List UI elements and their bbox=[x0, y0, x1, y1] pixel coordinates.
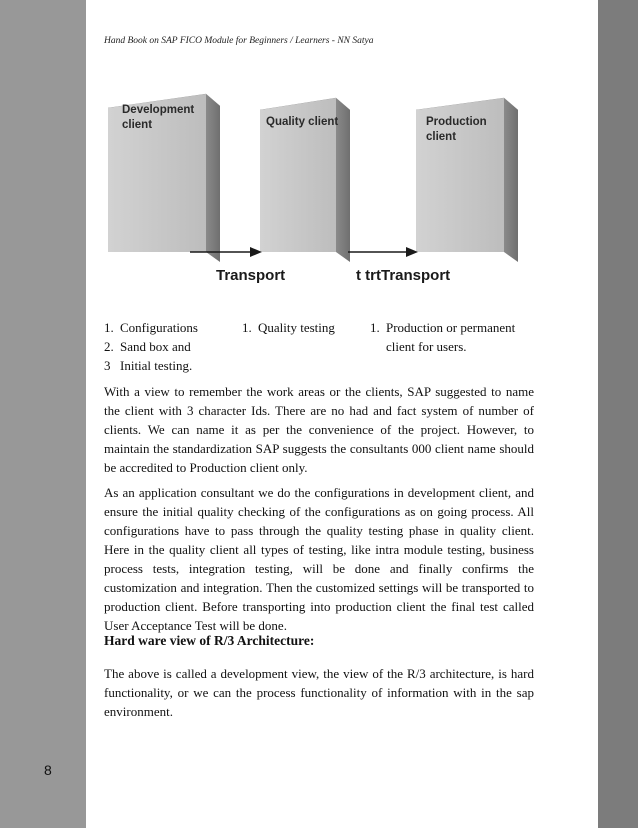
transport-label-1: Transport bbox=[216, 267, 286, 284]
list-item: 1. Configurations bbox=[104, 320, 198, 335]
running-header: Hand Book on SAP FICO Module for Beginners / Learners - NN Satya bbox=[104, 36, 374, 46]
list-item: 2. Sand box and bbox=[104, 339, 191, 354]
quality-client-box bbox=[260, 98, 350, 262]
paragraph-client-naming: With a view to remember the work areas or the clients, SAP suggested to name the client with 3 character Ids. There are no had and fact system of number of clients. We can name it as per the convenience of the project. However, to maintain the standardization SAP suggests the consultants 000 client name should be accredited to Production client only. bbox=[104, 384, 534, 475]
development-client-box bbox=[108, 94, 220, 262]
page-number: 8 bbox=[44, 762, 52, 778]
left-margin-band bbox=[0, 0, 86, 828]
production-client-label-line-1: Production bbox=[426, 116, 487, 128]
transport-label-2: t trtTransport bbox=[356, 267, 451, 284]
production-client-box bbox=[416, 98, 518, 262]
section-heading: Hard ware view of R/3 Architecture: bbox=[104, 633, 315, 648]
development-client-label-line-2: client bbox=[122, 119, 153, 131]
paragraph-configuration-process: As an application consultant we do the configurations in development client, and ensure the initial quality checking of the configurations as on going process. All configurations have to pass through the quality testing phase in quality client. Here in the quality client all types of testing, like intra module testing, business process tests, integration testing, will be done and finally confirms the customization and integration. Then the customized settings will be transported to production client. Before transporting into production client the final test called User Acceptance Test will be done. bbox=[104, 485, 534, 633]
list-item: 3 Initial testing. bbox=[104, 358, 193, 373]
list-item: 1. Production or permanent bbox=[370, 320, 516, 335]
quality-activities bbox=[242, 318, 335, 337]
production-activities bbox=[370, 318, 515, 356]
production-client-label-line-2: client bbox=[426, 131, 457, 143]
quality-client-label: Quality client bbox=[266, 116, 339, 128]
paragraph-development-view: The above is called a development view, the view of the R/3 architecture, is hard functionality, or we can the process functionality of information with in the sap environment. bbox=[104, 666, 534, 719]
client-transport-diagram bbox=[86, 80, 536, 290]
list-item: client for users. bbox=[386, 339, 467, 354]
development-activities bbox=[104, 318, 198, 375]
development-client-label-line-1: Development bbox=[122, 104, 195, 116]
transport-arrow-quality-to-production bbox=[348, 247, 418, 257]
list-item: 1. Quality testing bbox=[242, 320, 335, 335]
right-margin-band bbox=[598, 0, 638, 828]
